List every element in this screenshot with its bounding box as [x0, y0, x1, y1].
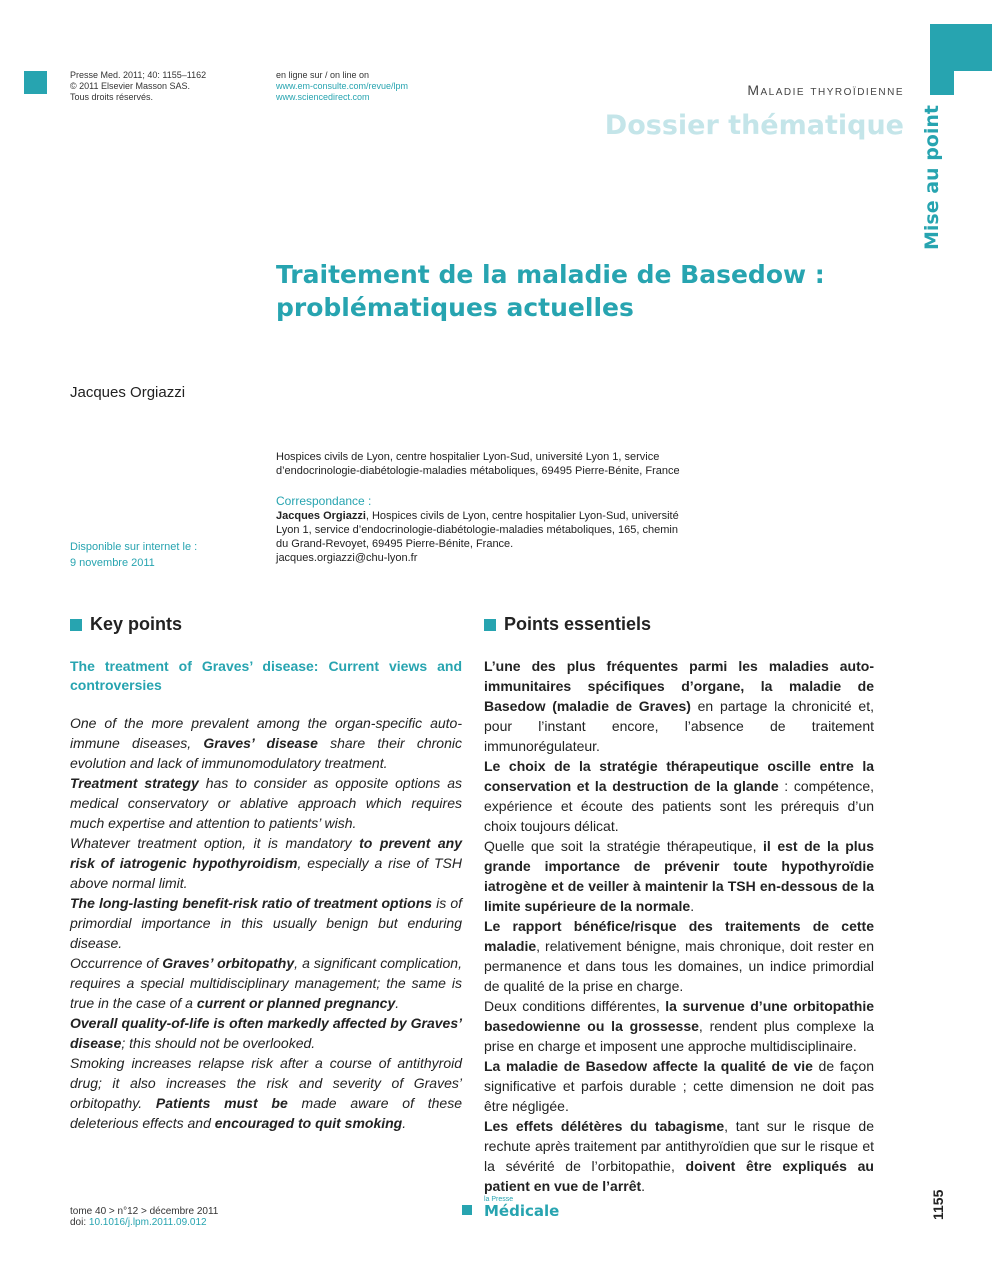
- title-line: Traitement de la maladie de Basedow :: [276, 260, 825, 289]
- affiliation-line: Hospices civils de Lyon, centre hospitalier Lyon-Sud, université Lyon 1, service: [276, 451, 660, 463]
- logo-text: Médicale: [484, 1202, 560, 1220]
- points-essentiels-heading: [484, 614, 651, 635]
- issue-info: tome 40 > n°12 > décembre 2011: [70, 1206, 219, 1217]
- correspondence-label: Correspondance :: [276, 494, 372, 508]
- affiliation-line: d’endocrinologie-diabétologie-maladies métaboliques, 69495 Pierre-Bénite, France: [276, 465, 680, 477]
- point-essentiel: Quelle que soit la stratégie thérapeutique, il est de la plus grande importance de prévenir toute hypothyroïdie iatrogène et de veiller à maintenir la TSH en-dessous de la limite supérieure de la normale.: [484, 838, 874, 914]
- doi-label: doi:: [70, 1217, 89, 1228]
- availability-label: Disponible sur internet le :: [70, 541, 198, 553]
- point-essentiel: L’une des plus fréquentes parmi les maladies auto-immunitaires spécifiques d’organe, la maladie de Basedow (maladie de Graves) en partage la chronicité et, pour l’instant encore, l’absence de traitement immunorégulateur.: [484, 658, 874, 754]
- correspondence-line: Lyon 1, service d’endocrinologie-diabétologie-maladies métaboliques, 165, chemin: [276, 524, 678, 536]
- correspondence-email[interactable]: jacques.orgiazzi@chu-lyon.fr: [276, 552, 418, 564]
- square-bullet-icon: [70, 619, 82, 631]
- point-essentiel: La maladie de Basedow affecte la qualité de vie de façon significative et parfois durable ; cette dimension ne doit pas être négligée.: [484, 1058, 874, 1114]
- logo-small-text: la Presse: [484, 1196, 514, 1203]
- key-points-subtitle: The treatment of Graves’ disease: Current views and controversies: [70, 658, 462, 693]
- key-point: One of the more prevalent among the organ-specific auto-immune diseases, Graves’ disease share their chronic evolution and lack of immunomodulatory treatment.: [70, 715, 462, 771]
- key-points-body: [70, 713, 462, 1133]
- side-label-text: Mise au point: [921, 105, 943, 250]
- key-point: Whatever treatment option, it is mandatory to prevent any risk of iatrogenic hypothyroidism, especially a rise of TSH above normal limit.: [70, 835, 462, 891]
- logo-square-icon: [462, 1205, 472, 1215]
- article-title: [276, 258, 836, 324]
- point-essentiel: Le choix de la stratégie thérapeutique oscille entre la conservation et la destruction de la glande : compétence, expérience et écoute des patients sont les prérequis d’un choix toujours délicat.: [484, 758, 875, 834]
- online-link-emconsulte[interactable]: www.em-consulte.com/revue/lpm: [276, 81, 409, 91]
- correspondence-name: Jacques Orgiazzi: [276, 510, 366, 522]
- key-point: The long-lasting benefit-risk ratio of treatment options is of primordial importance in this usually benign but enduring disease.: [70, 895, 462, 951]
- online-label: en ligne sur / on line on: [276, 70, 370, 80]
- correspondence-line: du Grand-Revoyet, 69495 Pierre-Bénite, France.: [276, 538, 514, 550]
- journal-line: Presse Med. 2011; 40: 1155–1162: [70, 70, 207, 80]
- availability-date: 9 novembre 2011: [70, 557, 155, 569]
- page-number: [928, 1184, 954, 1224]
- key-point: Overall quality-of-life is often markedly affected by Graves’ disease; this should not be overlooked.: [70, 1015, 462, 1051]
- correspondence-text: , Hospices civils de Lyon, centre hospitalier Lyon-Sud, université: [365, 510, 679, 522]
- author: Jacques Orgiazzi: [70, 384, 186, 401]
- side-label: [913, 105, 953, 254]
- key-points-heading: [70, 614, 182, 635]
- category-label: Maladie thyroïdienne: [747, 82, 904, 98]
- online-link-sciencedirect[interactable]: www.sciencedirect.com: [276, 92, 370, 102]
- availability: [70, 539, 230, 571]
- point-essentiel: Le rapport bénéfice/risque des traitements de cette maladie, relativement bénigne, mais chronique, doit rester en permanence et dans tous les domaines, un indice primordial de qualité de la prise en charge.: [484, 918, 874, 994]
- dossier-label: Dossier thématique: [604, 110, 904, 141]
- square-bullet-icon: [484, 619, 496, 631]
- journal-info: [70, 70, 206, 103]
- footer-info: [70, 1206, 218, 1228]
- points-essentiels-body: [484, 656, 874, 1196]
- corner-square: [24, 71, 47, 94]
- key-points-heading-text: Key points: [90, 614, 183, 634]
- page-number-text: 1155: [930, 1189, 946, 1220]
- corner-notch: [954, 71, 992, 95]
- points-essentiels-heading-text: Points essentiels: [504, 614, 652, 634]
- title-line: problématiques actuelles: [276, 293, 634, 322]
- correspondence: [276, 509, 706, 565]
- online-info: [276, 70, 408, 103]
- key-point: Treatment strategy has to consider as opposite options as medical conservatory or ablative approach which requires much expertise and attention to patients’ wish.: [70, 775, 462, 831]
- doi-link[interactable]: 10.1016/j.lpm.2011.09.012: [88, 1217, 207, 1228]
- key-point: Smoking increases relapse risk after a course of antithyroid drug; it also increases the risk and severity of Graves’ orbitopathy. Patients must be made aware of these deleterious effects and encouraged to quit smoking.: [70, 1055, 463, 1131]
- copyright-line: © 2011 Elsevier Masson SAS.: [70, 81, 191, 91]
- rights-line: Tous droits réservés.: [70, 92, 154, 102]
- point-essentiel: Les effets délétères du tabagisme, tant sur le risque de rechute après traitement par antithyroïdien que sur le risque et la sévérité de l’orbitopathie, doivent être expliqués au patient en vue de l’arrêt.: [484, 1118, 874, 1194]
- point-essentiel: Deux conditions différentes, la survenue d’une orbitopathie basedowienne ou la grossesse, rendent plus complexe la prise en charge et imposent une approche multidisciplinaire.: [484, 998, 874, 1054]
- key-point: Occurrence of Graves’ orbitopathy, a significant complication, requires a special multidisciplinary management; the same is true in the case of a current or planned pregnancy.: [70, 955, 462, 1011]
- affiliation: [276, 450, 706, 478]
